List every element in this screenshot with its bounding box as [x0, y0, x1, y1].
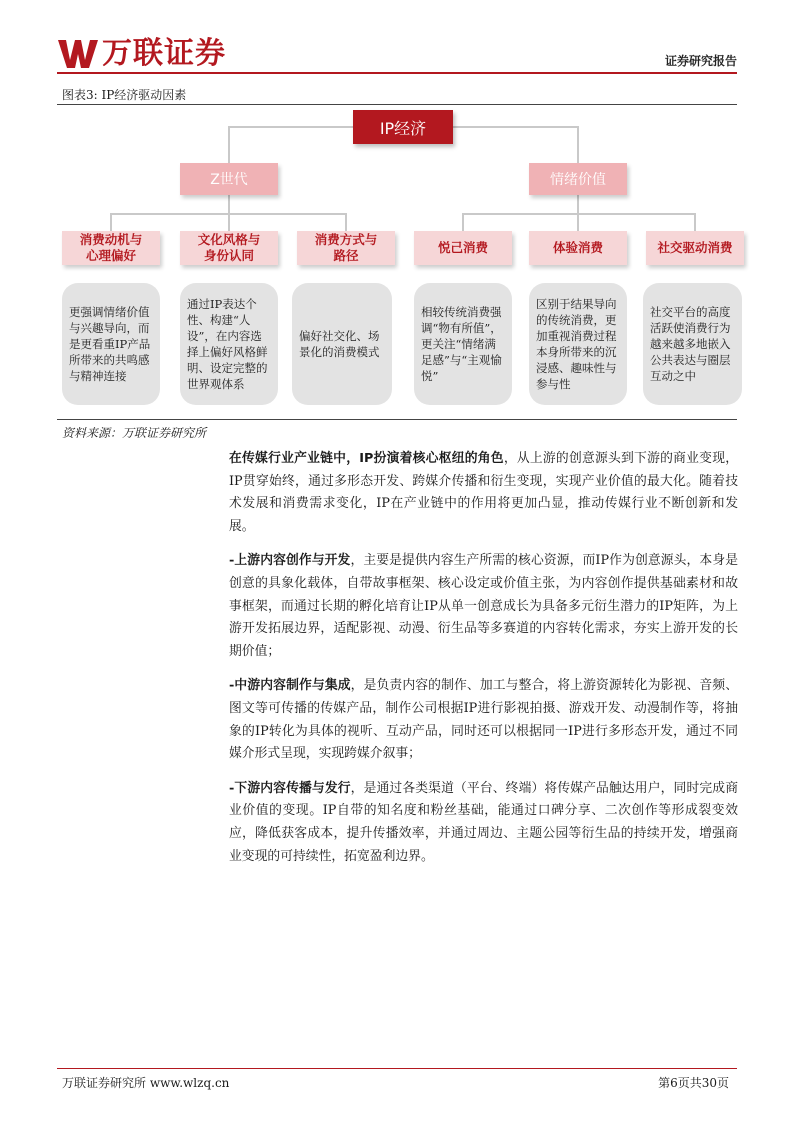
factor-description: 更强调情绪价值与兴趣导向，而是更看重IP产品所带来的共鸣感与精神连接 [62, 283, 160, 405]
factor-node: 消费方式与 路径 [297, 231, 395, 265]
diagram-root-node: IP经济 [353, 110, 453, 144]
footer-org-url: 万联证券研究所 www.wlzq.cn [62, 1076, 230, 1090]
factor-description: 社交平台的高度活跃使消费行为越来越多地嵌入公共表达与圈层互动之中 [643, 283, 742, 405]
group-node-gen-z: Z世代 [180, 163, 278, 195]
factor-node: 体验消费 [529, 231, 627, 265]
paragraph: -上游内容创作与开发，主要是提供内容生产所需的核心资源，而IP作为创意源头，本身是创意的具象化载体，自带故事框架、核心设定或价值主张，为内容创作提供基础素材和故事框架，而通过长期的孵化培育让IP从单一创意成长为具备多元衍生潜力的IP矩阵，为上游开发拓展边界，适配影视、动漫、衍生品等多赛道的内容转化需求，夯实上游开发的长期价值； [229, 553, 739, 659]
factor-node: 悦己消费 [414, 231, 512, 265]
factor-description: 通过IP表达个性、构建“人设”，在内容选择上偏好风格鲜明、设定完整的世界观体系 [180, 283, 278, 405]
footer-rule [57, 1068, 737, 1069]
factor-node: 消费动机与 心理偏好 [62, 231, 160, 265]
paragraph: -中游内容制作与集成，是负责内容的制作、加工与整合，将上游资源转化为影视、音频、图文等可传播的传媒产品，制作公司根据IP进行影视拍摄、游戏开发、动漫制作等，将抽象的IP转化为具体的视听、互动产品，同时还可以根据同一IP进行多形态开发，通过不同媒介形式呈现，实现跨媒介叙事； [229, 678, 739, 762]
report-type: 证券研究报告 [664, 54, 737, 68]
figure-title: 图表3: IP经济驱动因素 [62, 88, 187, 102]
brand-name: 万联证券 [102, 36, 226, 71]
page-number: 第6页共30页 [658, 1076, 729, 1090]
group-node-emotional-value: 情绪价值 [529, 163, 627, 195]
paragraph: 在传媒行业产业链中，IP扮演着核心枢纽的角色，从上游的创意源头到下游的商业变现，IP贯穿始终，通过多形态开发、跨媒介传播和衍生变现，实现产业价值的最大化。随着技术发展和消费需求变化，IP在产业链中的作用将更加凸显，推动传媒行业不断创新和发展。 [229, 451, 739, 534]
factor-node: 文化风格与 身份认同 [180, 231, 278, 265]
body-text [229, 448, 738, 880]
figure-source: 资料来源：万联证券研究所 [62, 426, 207, 440]
factor-description: 偏好社交化、场景化的消费模式 [292, 283, 392, 405]
paragraph: -下游内容传播与发行，是通过各类渠道（平台、终端）将传媒产品触达用户，同时完成商业价值的变现。IP自带的知名度和粉丝基础，能通过口碑分享、二次创作等形成裂变效应，降低获客成本，提升传播效率，并通过周边、主题公园等衍生品的持续开发，增强商业变现的可持续性，拓宽盈利边界。 [229, 780, 739, 864]
factor-description: 相较传统消费强调“物有所值”，更关注“情绪满足感”与“主观愉悦” [414, 283, 512, 405]
factor-node: 社交驱动消费 [646, 231, 744, 265]
factor-description: 区别于结果导向的传统消费，更加重视消费过程本身所带来的沉浸感、趣味性与参与性 [529, 283, 627, 405]
figure-bottom-rule [57, 419, 737, 420]
